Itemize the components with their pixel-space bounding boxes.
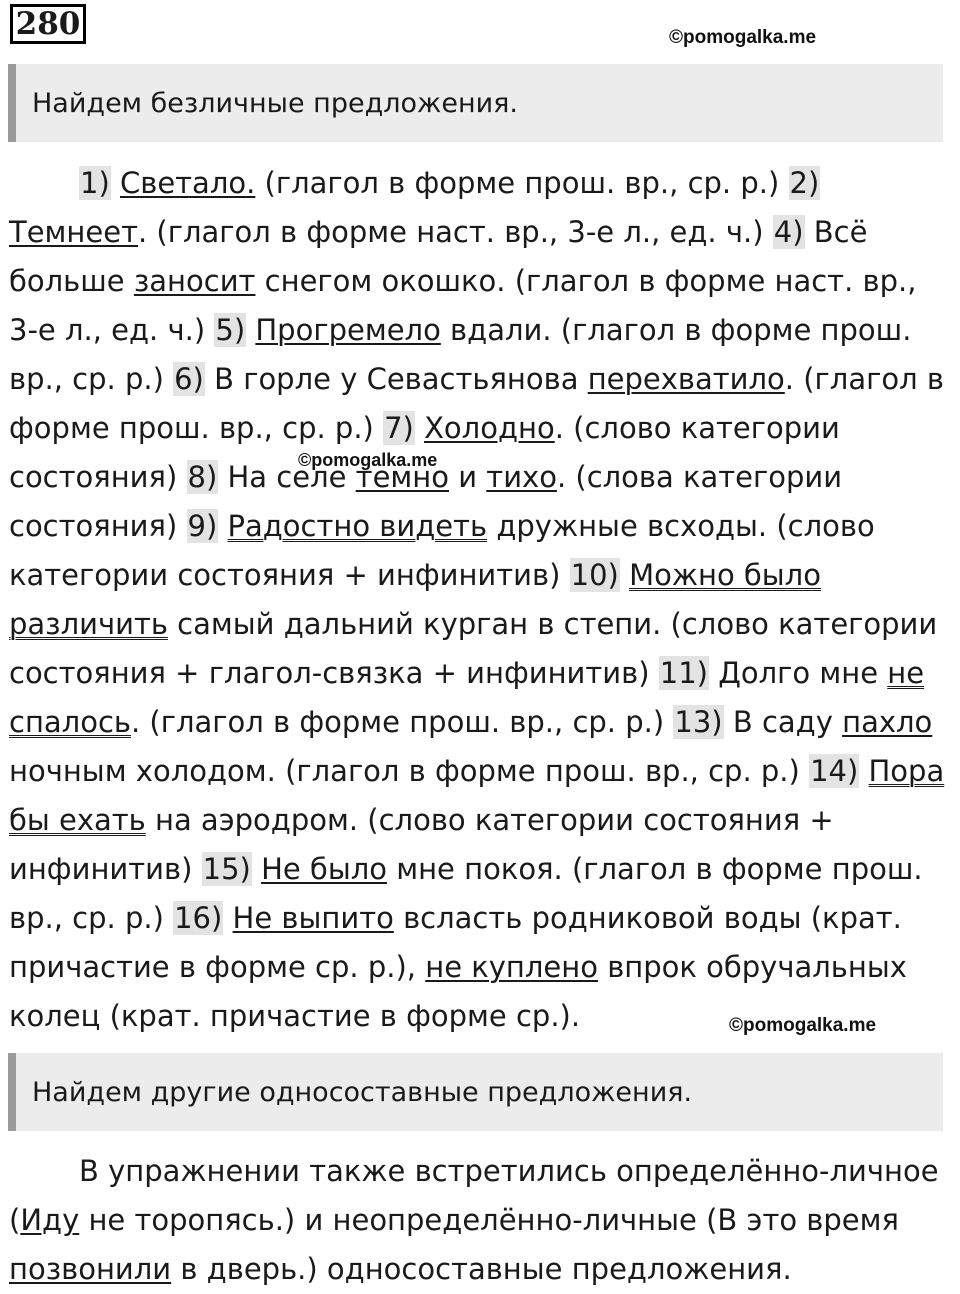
task-number: 280 bbox=[10, 4, 86, 44]
item-text: и bbox=[449, 460, 487, 494]
item-number: 11) bbox=[659, 656, 708, 690]
item-text: на аэродром. (слово категории состояния + инфинитив) bbox=[9, 803, 834, 886]
predicate: Темнеет bbox=[9, 215, 138, 249]
item-number: 8) bbox=[187, 460, 218, 494]
predicate: Пора бы ехать bbox=[9, 754, 945, 837]
watermark-bottom: ©pomogalka.me bbox=[729, 1015, 877, 1036]
item-text: снегом окошко. (глагол в форме наст. вр., 3-е л., ед. ч.) bbox=[9, 264, 917, 347]
item-number: 16) bbox=[174, 901, 223, 935]
item-number: 15) bbox=[202, 852, 251, 886]
predicate: темно bbox=[355, 460, 449, 494]
predicate: Прогремело bbox=[255, 313, 441, 347]
item-number: 13) bbox=[674, 705, 723, 739]
paragraph-text: В упражнении также встретились определённо-личное ( bbox=[9, 1154, 939, 1237]
section-title-other bbox=[8, 1053, 943, 1131]
item-text: . (глагол в форме прош. вр., ср. р.) bbox=[9, 362, 944, 445]
predicate: Не было bbox=[261, 852, 387, 886]
item-number: 7) bbox=[384, 411, 414, 445]
watermark-top: ©pomogalka.me bbox=[669, 27, 817, 48]
section-title-text: Найдем другие односоставные предложения. bbox=[32, 1077, 693, 1108]
item-text: . (слово категории состояния) bbox=[9, 411, 840, 494]
item-number: 4) bbox=[773, 215, 804, 249]
predicate: пахло bbox=[842, 705, 933, 739]
item-text: . (глагол в форме наст. вр., 3-е л., ед. ч.) bbox=[137, 215, 773, 249]
predicate: не спалось bbox=[9, 656, 925, 739]
predicate: тихо bbox=[486, 460, 557, 494]
section-title-impersonal bbox=[8, 64, 943, 142]
item-number: 5) bbox=[215, 313, 246, 347]
predicate: Иду bbox=[20, 1203, 80, 1237]
item-number: 9) bbox=[187, 509, 218, 543]
item-text: . (слова категории состояния) bbox=[9, 460, 843, 543]
item-text: дружные всходы. (слово категории состояния + инфинитив) bbox=[9, 509, 875, 592]
paragraph-text: в дверь.) односоставные предложения. bbox=[171, 1252, 792, 1286]
item-text: всласть родниковой воды (крат. причастие в форме ср. р.), bbox=[9, 901, 902, 984]
item-number: 10) bbox=[570, 558, 619, 592]
predicate: Можно было различить bbox=[9, 558, 821, 641]
predicate: не куплено bbox=[425, 950, 598, 984]
predicate: Светало. bbox=[119, 166, 256, 200]
predicate: позвонили bbox=[9, 1252, 172, 1286]
watermark-mid: ©pomogalka.me bbox=[298, 450, 438, 470]
item-text: Всё больше bbox=[9, 215, 868, 298]
item-text: впрок обручальных колец (крат. причастие в форме ср.). bbox=[9, 950, 907, 1033]
item-text: Долго мне bbox=[709, 656, 888, 690]
section-title-text: Найдем безличные предложения. bbox=[32, 88, 518, 119]
item-text: В горле у Севастьянова bbox=[204, 362, 588, 396]
paragraph-text: не торопясь.) и неопределённо-личные (В это время bbox=[79, 1203, 899, 1237]
item-text: самый дальний курган в степи. (слово категории состояния + глагол-связка + инфинитив) bbox=[9, 607, 938, 690]
item-number: 6) bbox=[174, 362, 204, 396]
item-text: вдали. (глагол в форме прош. вр., ср. р.) bbox=[9, 313, 912, 396]
predicate: Не выпито bbox=[232, 901, 394, 935]
predicate: заносит bbox=[133, 264, 256, 298]
item-number: 14) bbox=[810, 754, 859, 788]
predicate: перехватило bbox=[587, 362, 785, 396]
impersonal-sentences-list bbox=[9, 159, 953, 1041]
predicate: Радостно видеть bbox=[227, 509, 488, 543]
item-text: На селе bbox=[218, 460, 356, 494]
item-text: (глагол в форме прош. вр., ср. р.) bbox=[255, 166, 789, 200]
item-text: ночным холодом. (глагол в форме прош. вр., ср. р.) bbox=[9, 754, 810, 788]
item-text: В саду bbox=[723, 705, 843, 739]
item-number: 2) bbox=[789, 166, 820, 200]
predicate: Холодно bbox=[424, 411, 555, 445]
item-text: . (глагол в форме прош. вр., ср. р.) bbox=[131, 705, 674, 739]
item-text: мне покоя. (глагол в форме прош. вр., ср. р.) bbox=[9, 852, 923, 935]
item-number: 1) bbox=[80, 166, 110, 200]
other-sentences-paragraph bbox=[9, 1147, 953, 1294]
